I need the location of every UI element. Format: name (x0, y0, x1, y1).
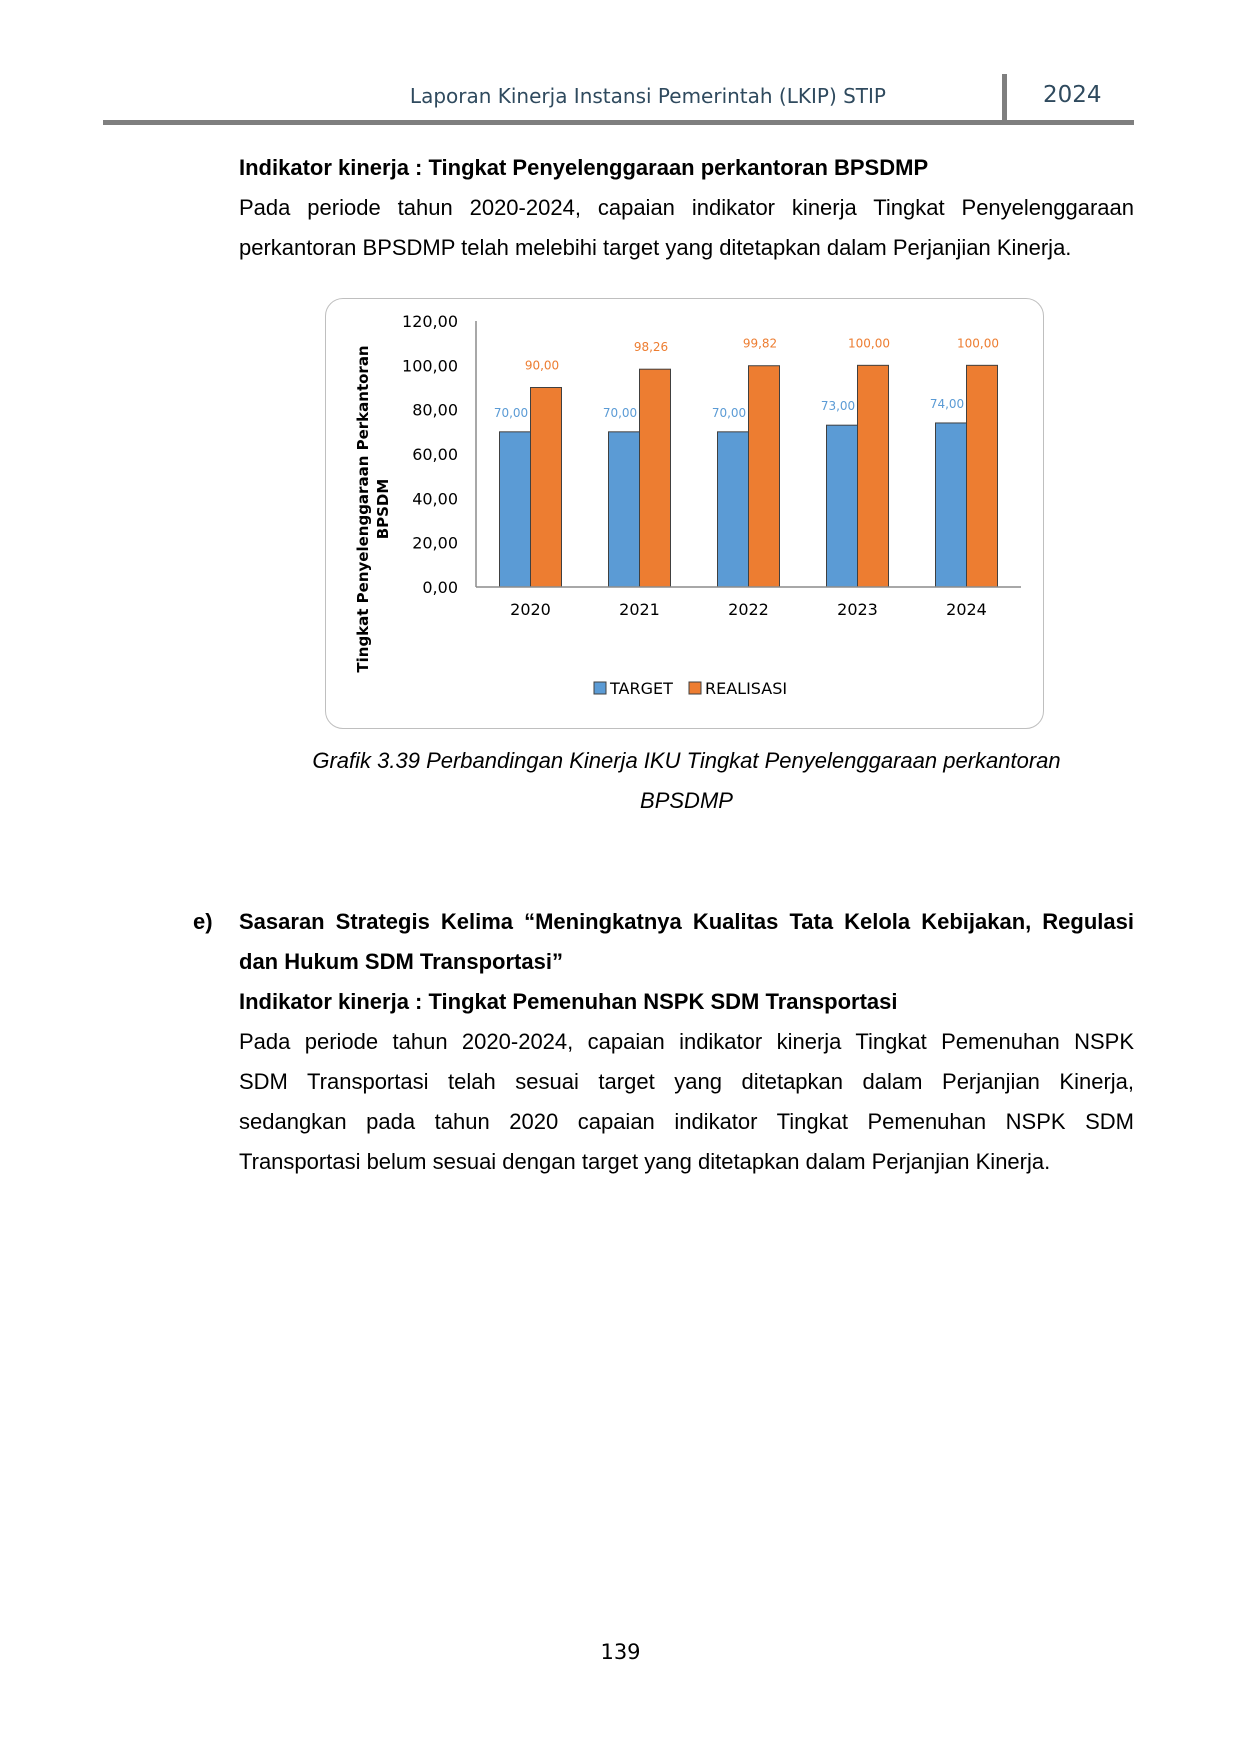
paragraph-2-line: sedangkan pada tahun 2020 capaian indikator Tingkat Pemenuhan NSPK SDM (239, 1109, 1134, 1134)
header-year: 2024 (1043, 82, 1102, 108)
y-tick-label: 20,00 (412, 533, 458, 553)
bar-realisasi (967, 365, 998, 587)
y-axis-title (354, 345, 392, 672)
y-tick-label: 120,00 (402, 312, 458, 331)
bar-realisasi (640, 369, 671, 587)
paragraph-1-line: Pada periode tahun 2020-2024, capaian indikator kinerja Tingkat Penyelenggaraan (239, 195, 1134, 220)
heading-line: Sasaran Strategis Kelima “Meningkatnya Kualitas Tata Kelola Kebijakan, Regulasi (239, 909, 1134, 934)
caption-line: Grafik 3.39 Perbandingan Kinerja IKU Tingkat Penyelenggaraan perkantoran (312, 748, 1061, 773)
data-label-realisasi: 100,00 (957, 336, 999, 351)
bar-chart (326, 299, 1042, 727)
paragraph-2-line: SDM Transportasi telah sesuai target yang ditetapkan dalam Perjanjian Kinerja, (239, 1069, 1134, 1094)
legend-label-target: TARGET (610, 679, 673, 698)
y-tick-label: 80,00 (412, 400, 458, 420)
x-tick-label: 2022 (728, 600, 769, 619)
bar-realisasi (531, 388, 562, 588)
paragraph-2 (239, 1022, 1134, 1182)
data-label-realisasi: 100,00 (848, 336, 890, 351)
bar-realisasi (858, 365, 889, 587)
bar-target (718, 432, 749, 587)
y-tick-label: 100,00 (402, 356, 458, 376)
data-label-target: 70,00 (493, 405, 529, 420)
data-label-target: 70,00 (602, 405, 638, 420)
bar-target (827, 425, 858, 587)
bar-realisasi (749, 366, 780, 587)
paragraph-2-line: Pada periode tahun 2020-2024, capaian indikator kinerja Tingkat Pemenuhan NSPK (239, 1029, 1134, 1054)
page-number: 139 (600, 1640, 641, 1664)
header-title: Laporan Kinerja Instansi Pemerintah (LKIP) STIP (409, 84, 886, 108)
y-axis-title-line: BPSDM (374, 478, 392, 540)
heading-line: dan Hukum SDM Transportasi” (239, 949, 563, 974)
header-rule (103, 120, 1134, 125)
legend-swatch-target (594, 682, 606, 694)
y-tick-label: 60,00 (412, 445, 458, 464)
x-tick-label: 2023 (837, 600, 878, 619)
indicator-heading-1: Indikator kinerja : Tingkat Penyelenggaraan perkantoran BPSDMP (239, 155, 929, 180)
y-tick-label: 40,00 (412, 489, 458, 509)
bar-target (500, 432, 531, 587)
data-label-realisasi: 90,00 (524, 358, 560, 373)
data-label-realisasi: 99,82 (742, 336, 778, 351)
x-tick-label: 2024 (946, 600, 987, 619)
y-tick-label: 0,00 (422, 578, 458, 597)
bar-target (936, 423, 967, 587)
header-separator (1002, 74, 1007, 124)
chart-legend (594, 679, 787, 698)
x-tick-label: 2020 (510, 600, 551, 619)
paragraph-1 (239, 188, 1134, 268)
y-axis-title-line: Tingkat Penyelenggaraan Perkantoran (354, 345, 372, 673)
legend-swatch-realisasi (689, 682, 701, 694)
data-label-realisasi: 98,26 (633, 340, 669, 355)
data-label-target: 74,00 (929, 396, 965, 411)
paragraph-2-line: Transportasi belum sesuai dengan target yang ditetapkan dalam Perjanjian Kinerja. (239, 1149, 1051, 1174)
data-label-target: 73,00 (820, 399, 856, 414)
caption-line: BPSDMP (640, 788, 733, 813)
legend-label-realisasi: REALISASI (705, 679, 788, 698)
list-marker: e) (193, 909, 213, 934)
figure-caption (239, 741, 1134, 821)
x-tick-label: 2021 (619, 600, 660, 619)
data-label-target: 70,00 (711, 405, 747, 420)
paragraph-1-line: perkantoran BPSDMP telah melebihi target yang ditetapkan dalam Perjanjian Kinerja. (239, 235, 1072, 260)
bar-target (609, 432, 640, 587)
chart-container (325, 298, 1044, 729)
strategic-target-heading (239, 902, 1134, 982)
indicator-heading-2: Indikator kinerja : Tingkat Pemenuhan NSPK SDM Transportasi (239, 989, 898, 1014)
